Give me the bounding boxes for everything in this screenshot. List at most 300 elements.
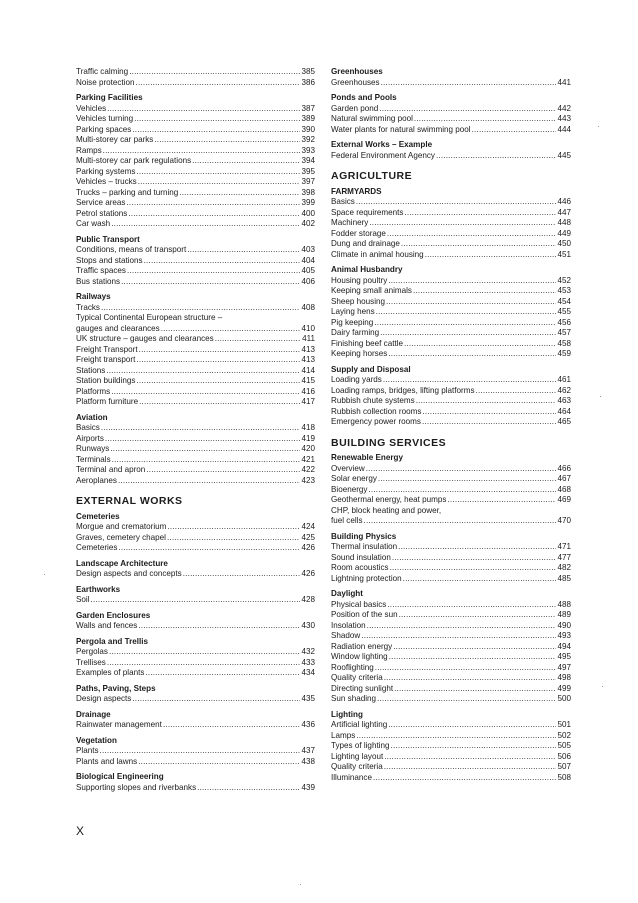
toc-entry-page: 442: [557, 103, 571, 113]
toc-entry-page: 446: [557, 197, 571, 206]
toc-entry: [76, 397, 315, 408]
dot-leader: [139, 345, 301, 356]
dot-leader: [187, 245, 300, 256]
toc-entry: [76, 219, 315, 230]
toc-entry-label: Basics: [76, 423, 100, 432]
toc-entry: [331, 464, 571, 475]
toc-entry: [331, 208, 571, 219]
dot-leader: [384, 762, 557, 773]
toc-entry-label: Stations: [76, 365, 106, 375]
dot-leader: [369, 218, 556, 229]
toc-entry-label: Rooflighting: [331, 662, 374, 672]
toc-entry: [331, 652, 571, 663]
toc-entry-label: Finishing beef cattle: [331, 338, 403, 348]
dot-leader: [389, 652, 557, 663]
toc-left-column: [76, 67, 315, 793]
toc-entry: [76, 444, 315, 455]
toc-entry: [76, 366, 315, 377]
toc-entry-page: 405: [301, 266, 315, 275]
toc-entry: [76, 198, 315, 209]
dot-leader: [121, 277, 300, 288]
toc-entry: [331, 731, 571, 742]
dot-leader: [144, 256, 301, 267]
toc-entry-page: 450: [557, 239, 571, 248]
toc-entry-label: Insolation: [331, 620, 366, 630]
toc-entry: [331, 78, 571, 89]
toc-entry: [76, 146, 315, 157]
dot-leader: [136, 167, 300, 178]
toc-entry-label: Fodder storage: [331, 228, 386, 238]
toc-entry: [331, 218, 571, 229]
dot-leader: [414, 114, 557, 125]
dot-leader: [163, 720, 301, 731]
toc-entry: [331, 663, 571, 674]
dot-leader: [399, 610, 557, 621]
toc-entry-page: 490: [557, 620, 571, 630]
toc-entry-page: 403: [301, 245, 315, 254]
toc-entry-label: Water plants for natural swimming pool: [331, 124, 471, 134]
toc-entry: [331, 197, 571, 208]
toc-entry: [331, 417, 571, 428]
toc-entry-page: 397: [301, 177, 315, 186]
toc-entry-page: 482: [557, 563, 571, 572]
toc-entry-page: 447: [557, 207, 571, 217]
toc-entry-page: 488: [557, 599, 571, 609]
toc-entry-label: Dairy farming: [331, 328, 380, 337]
dot-leader: [401, 239, 557, 250]
dot-leader: [388, 276, 556, 287]
toc-entry-label: Geothermal energy, heat pumps: [331, 495, 447, 504]
dot-leader: [367, 621, 557, 632]
toc-entry-page: 418: [301, 423, 315, 432]
toc-entry: [331, 386, 571, 397]
toc-entry: [331, 407, 571, 418]
toc-entry-label: UK structure – gauges and clearances: [76, 334, 214, 343]
toc-entry-page: 462: [557, 385, 571, 395]
toc-entry: [331, 474, 571, 485]
dot-leader: [128, 209, 300, 220]
toc-entry-page: 435: [301, 694, 315, 703]
toc-entry-label: Bus stations: [76, 276, 121, 286]
dot-leader: [377, 694, 556, 705]
toc-entry-continued: Typical Continental European structure –: [76, 313, 223, 322]
scan-speck: [600, 396, 601, 397]
section-subheading: Drainage: [76, 709, 111, 719]
toc-entry-page: 477: [557, 552, 571, 562]
toc-entry-label: Window lighting: [331, 652, 388, 661]
toc-entry-page: 454: [557, 296, 571, 306]
toc-entry-label: Pig keeping: [331, 317, 374, 327]
toc-entry-label: Laying hens: [331, 307, 375, 316]
toc-entry-page: 453: [557, 286, 571, 295]
toc-entry-page: 444: [557, 124, 571, 134]
toc-entry: [331, 741, 571, 752]
dot-leader: [388, 720, 556, 731]
dot-leader: [416, 396, 557, 407]
toc-entry: [331, 673, 571, 684]
section-subheading: Garden Enclosures: [76, 610, 151, 620]
toc-entry-label: Multi-storey car park regulations: [76, 156, 192, 165]
toc-entry: [76, 209, 315, 220]
toc-entry: [76, 783, 315, 794]
toc-entry: [76, 720, 315, 731]
toc-entry-label: Vehicles – trucks: [76, 177, 137, 186]
toc-entry: [76, 476, 315, 487]
toc-entry: [76, 746, 315, 757]
toc-entry-label: Service areas: [76, 198, 126, 207]
section-subheading: Paths, Paving, Steps: [76, 683, 156, 693]
toc-entry-label: Plants: [76, 746, 99, 755]
toc-entry-page: 493: [557, 631, 571, 640]
toc-entry-label: Sound insulation: [331, 552, 391, 562]
toc-entry-label: Platform furniture: [76, 397, 139, 406]
toc-entry-page: 445: [557, 150, 571, 160]
dot-leader: [118, 543, 300, 554]
dot-leader: [436, 151, 557, 162]
toc-entry: [331, 516, 571, 527]
toc-entry: [331, 250, 571, 261]
toc-entry-label: Loading yards: [331, 375, 382, 384]
dot-leader: [392, 553, 557, 564]
toc-entry-label: Space requirements: [331, 207, 404, 217]
toc-entry: [76, 423, 315, 434]
section-subheading: Greenhouses: [331, 67, 383, 76]
toc-entry-page: 465: [557, 417, 571, 426]
toc-entry-label: Design aspects: [76, 694, 132, 703]
toc-entry-page: 424: [301, 522, 315, 531]
dot-leader: [136, 78, 301, 89]
toc-entry-label: Multi-storey car parks: [76, 135, 154, 144]
toc-entry-page: 416: [301, 386, 315, 396]
dot-leader: [161, 324, 301, 335]
chapter-heading: EXTERNAL WORKS: [76, 495, 183, 507]
toc-entry: [331, 339, 571, 350]
dot-leader: [109, 647, 301, 658]
dot-leader: [101, 303, 301, 314]
dot-leader: [388, 349, 556, 360]
toc-entry: [76, 67, 315, 78]
dot-leader: [132, 694, 300, 705]
toc-entry: [76, 303, 315, 314]
dot-leader: [413, 286, 557, 297]
toc-entry-label: Rubbish chute systems: [331, 396, 415, 405]
scan-speck: [44, 574, 45, 575]
toc-entry-label: Shadow: [331, 631, 361, 640]
toc-entry-page: 393: [301, 145, 315, 155]
dot-leader: [378, 474, 557, 485]
toc-entry: [331, 318, 571, 329]
toc-entry-label: Terminal and apron: [76, 465, 146, 474]
toc-entry: [76, 245, 315, 256]
toc-entry-page: 406: [301, 276, 315, 286]
dot-leader: [145, 668, 300, 679]
dot-leader: [356, 731, 556, 742]
dot-leader: [394, 684, 556, 695]
toc-entry-page: 437: [301, 746, 315, 755]
toc-entry-label: Airports: [76, 433, 104, 443]
toc-entry-label: Keeping small animals: [331, 286, 412, 295]
toc-entry: [331, 631, 571, 642]
dot-leader: [390, 563, 557, 574]
toc-entry-label: Supporting slopes and riverbanks: [76, 782, 197, 792]
toc-entry-page: 471: [557, 542, 571, 551]
toc-entry-page: 425: [301, 532, 315, 542]
dot-leader: [366, 464, 557, 475]
toc-entry: [76, 167, 315, 178]
toc-entry-page: 390: [301, 124, 315, 134]
toc-entry-label: Car wash: [76, 219, 111, 228]
toc-entry-label: fuel cells: [331, 516, 363, 525]
toc-entry-label: Climate in animal housing: [331, 249, 424, 259]
toc-entry-label: Vehicles turning: [76, 114, 134, 123]
dot-leader: [106, 366, 300, 377]
section-subheading: Vegetation: [76, 735, 117, 745]
toc-entry-page: 466: [557, 463, 571, 473]
dot-leader: [425, 250, 557, 261]
toc-entry-page: 394: [301, 156, 315, 165]
toc-entry-page: 400: [301, 208, 315, 218]
toc-entry: [76, 78, 315, 89]
toc-entry: [331, 642, 571, 653]
toc-entry-page: 398: [301, 187, 315, 197]
toc-entry-page: 413: [301, 355, 315, 364]
dot-leader: [391, 741, 557, 752]
toc-entry: [331, 574, 571, 585]
dot-leader: [387, 229, 557, 240]
section-subheading: Ponds and Pools: [331, 93, 397, 102]
dot-leader: [404, 339, 556, 350]
dot-leader: [379, 104, 556, 115]
section-subheading: Cemeteries: [76, 511, 120, 521]
dot-leader: [476, 386, 557, 397]
toc-entry-label: Thermal insulation: [331, 542, 398, 551]
dot-leader: [110, 444, 300, 455]
dot-leader: [112, 455, 301, 466]
dot-leader: [136, 376, 300, 387]
toc-entry: [331, 495, 571, 506]
toc-entry: [76, 465, 315, 476]
toc-entry: [76, 621, 315, 632]
dot-leader: [118, 476, 301, 487]
dot-leader: [393, 642, 556, 653]
toc-entry-label: Terminals: [76, 454, 111, 464]
toc-entry-page: 495: [557, 652, 571, 661]
toc-entry-label: Ramps: [76, 145, 102, 155]
toc-entry-page: 415: [301, 376, 315, 385]
dot-leader: [422, 417, 557, 428]
dot-leader: [132, 125, 300, 136]
toc-entry-label: Morgue and crematorium: [76, 522, 167, 531]
dot-leader: [107, 104, 300, 115]
toc-entry: [76, 334, 315, 345]
dot-leader: [380, 328, 556, 339]
toc-entry-label: Soil: [76, 595, 90, 604]
toc-entry-page: 436: [301, 720, 315, 729]
toc-entry-page: 419: [301, 433, 315, 443]
toc-entry-label: Basics: [331, 197, 355, 206]
toc-entry-label: Physical basics: [331, 599, 387, 609]
toc-entry-label: Bioenergy: [331, 484, 368, 494]
toc-right-column: [331, 67, 571, 783]
toc-entry-label: Parking systems: [76, 166, 136, 176]
toc-entry-page: 456: [557, 317, 571, 327]
dot-leader: [129, 67, 300, 78]
toc-entry-page: 399: [301, 198, 315, 207]
toc-entry: [331, 752, 571, 763]
toc-entry-label: Artificial lighting: [331, 720, 388, 729]
toc-entry: [331, 328, 571, 339]
toc-entry-label: Lighting layout: [331, 751, 384, 761]
toc-entry-page: 464: [557, 406, 571, 416]
toc-entry: [331, 276, 571, 287]
toc-entry-page: 423: [301, 475, 315, 485]
toc-entry: [76, 277, 315, 288]
toc-entry: [76, 533, 315, 544]
toc-entry-label: Platforms: [76, 386, 111, 396]
toc-entry-label: Station buildings: [76, 376, 136, 385]
toc-entry-label: Solar energy: [331, 474, 377, 483]
toc-entry: [76, 104, 315, 115]
dot-leader: [197, 783, 300, 794]
section-subheading: External Works – Example: [331, 140, 433, 149]
toc-entry-label: Sheep housing: [331, 296, 386, 306]
dot-leader: [154, 135, 300, 146]
toc-entry-label: Pergolas: [76, 647, 108, 656]
toc-entry-page: 408: [301, 302, 315, 312]
dot-leader: [103, 146, 301, 157]
toc-entry-label: Traffic calming: [76, 67, 129, 76]
toc-entry-page: 426: [301, 543, 315, 552]
dot-leader: [364, 516, 557, 527]
toc-entry: [331, 297, 571, 308]
toc-entry-label: Examples of plants: [76, 668, 145, 677]
dot-leader: [192, 156, 300, 167]
toc-entry: [331, 286, 571, 297]
dot-leader: [138, 621, 300, 632]
toc-entry: [76, 135, 315, 146]
toc-entry-page: 411: [302, 334, 315, 343]
toc-entry: [76, 455, 315, 466]
toc-entry-label: Plants and lawns: [76, 756, 138, 766]
toc-entry: [331, 125, 571, 136]
chapter-heading: BUILDING SERVICES: [331, 436, 447, 449]
dot-leader: [373, 773, 557, 784]
dot-leader: [126, 198, 300, 209]
toc-entry-label: Greenhouses: [331, 77, 380, 87]
dot-leader: [111, 387, 300, 398]
dot-leader: [91, 595, 301, 606]
toc-entry-label: Directing sunlight: [331, 683, 394, 693]
toc-entry-page: 505: [557, 741, 571, 750]
dot-leader: [146, 465, 300, 476]
dot-leader: [472, 125, 557, 136]
toc-entry: [331, 720, 571, 731]
toc-entry: [76, 114, 315, 125]
toc-entry-page: 414: [301, 365, 315, 375]
toc-entry-page: 497: [557, 662, 571, 672]
toc-entry-page: 417: [301, 397, 315, 406]
toc-entry-label: Trucks – parking and turning: [76, 187, 179, 197]
dot-leader: [386, 297, 556, 308]
toc-entry-page: 489: [557, 610, 571, 619]
toc-entry: [331, 762, 571, 773]
toc-entry: [331, 485, 571, 496]
toc-entry: [76, 324, 315, 335]
toc-entry-page: 426: [301, 569, 315, 578]
toc-entry: [76, 694, 315, 705]
toc-entry-page: 402: [301, 219, 315, 228]
toc-entry-page: 430: [301, 621, 315, 630]
dot-leader: [356, 197, 557, 208]
section-subheading: Public Transport: [76, 234, 140, 244]
toc-entry: [76, 647, 315, 658]
toc-entry-page: 395: [301, 166, 315, 176]
dot-leader: [136, 355, 300, 366]
toc-entry-page: 386: [301, 77, 315, 87]
toc-entry-label: Natural swimming pool: [331, 114, 413, 123]
toc-entry: [76, 376, 315, 387]
toc-entry: [331, 563, 571, 574]
dot-leader: [422, 407, 556, 418]
toc-entry-label: Position of the sun: [331, 610, 398, 619]
toc-entry: [331, 610, 571, 621]
toc-entry: [76, 156, 315, 167]
toc-entry-page: 452: [557, 275, 571, 285]
toc-entry: [331, 104, 571, 115]
toc-entry-label: Freight Transport: [76, 344, 138, 354]
toc-entry: [331, 542, 571, 553]
toc-entry-page: 508: [557, 772, 571, 782]
toc-entry: [331, 553, 571, 564]
toc-entry-label: Loading ramps, bridges, lifting platforms: [331, 385, 475, 395]
dot-leader: [127, 266, 301, 277]
toc-entry-page: 428: [301, 595, 315, 604]
dot-leader: [107, 658, 301, 669]
section-subheading: Renewable Energy: [331, 453, 403, 462]
toc-entry-page: 467: [557, 474, 571, 483]
toc-entry-label: Quality criteria: [331, 762, 383, 771]
section-subheading: Railways: [76, 292, 111, 301]
toc-entry: [331, 621, 571, 632]
toc-entry: [331, 694, 571, 705]
toc-entry-page: 506: [557, 751, 571, 761]
dot-leader: [215, 334, 301, 345]
toc-entry-page: 499: [557, 683, 571, 693]
toc-entry-page: 413: [301, 344, 315, 354]
toc-entry: [331, 375, 571, 386]
toc-entry: [331, 239, 571, 250]
toc-entry-label: Graves, cemetery chapel: [76, 532, 166, 542]
toc-entry: [331, 151, 571, 162]
toc-entry-label: Radiation energy: [331, 641, 393, 651]
toc-entry-page: 420: [301, 444, 315, 453]
toc-entry-label: Conditions, means of transport: [76, 245, 187, 254]
toc-entry: [76, 125, 315, 136]
toc-entry: [76, 256, 315, 267]
toc-entry: [331, 349, 571, 360]
toc-entry-page: 502: [557, 730, 571, 740]
dot-leader: [361, 631, 556, 642]
toc-entry-label: Tracks: [76, 302, 100, 312]
toc-entry: [331, 600, 571, 611]
toc-entry-page: 455: [557, 307, 571, 316]
dot-leader: [139, 397, 300, 408]
toc-entry: [76, 188, 315, 199]
toc-entry-label: Petrol stations: [76, 208, 128, 218]
toc-entry: [76, 434, 315, 445]
toc-entry-page: 507: [557, 762, 571, 771]
scan-speck: [598, 126, 599, 127]
